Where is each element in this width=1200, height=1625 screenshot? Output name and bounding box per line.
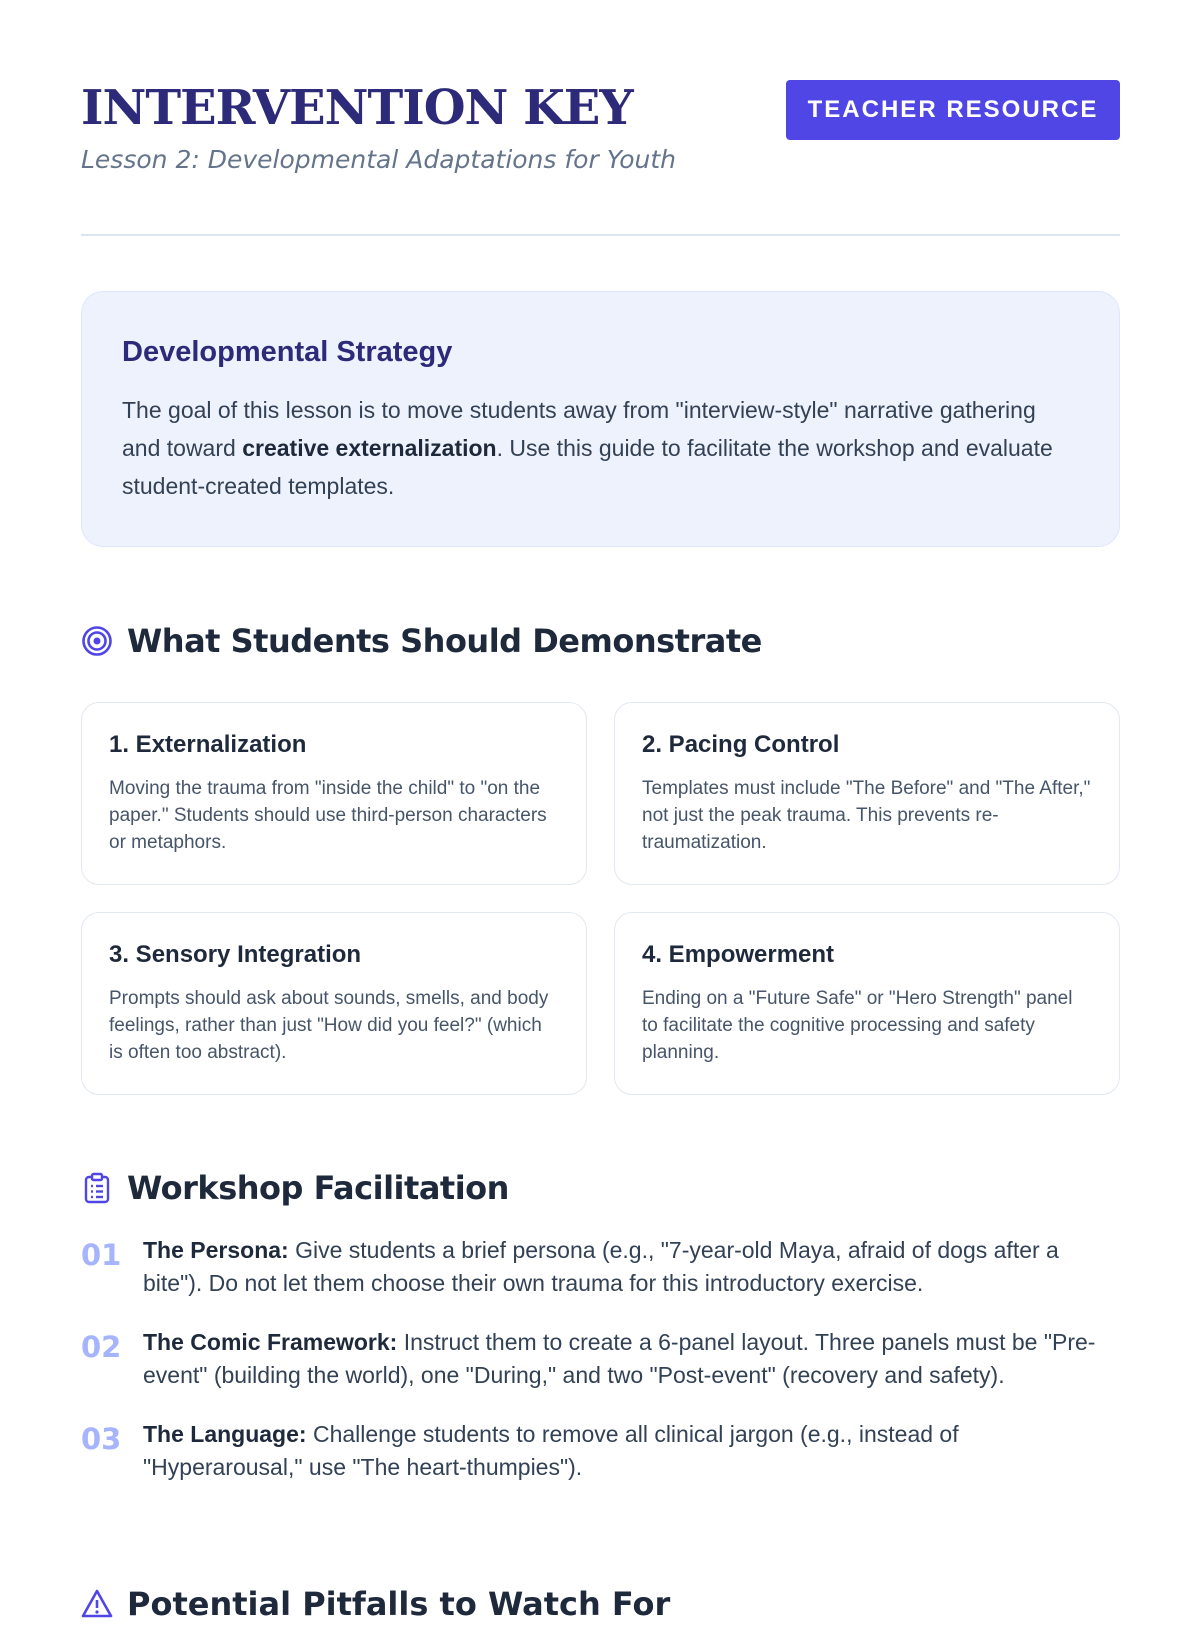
strategy-text: The goal of this lesson is to move students away from "interview-style" narrative gathering and toward creative externalization. Use this guide to facilitate the workshop and evaluate student-created templates. bbox=[122, 397, 1053, 499]
criteria-card-body: Ending on a "Future Safe" or "Hero Strength" panel to facilitate the cognitive processing and safety planning. bbox=[642, 988, 1073, 1063]
step-text: The Language: Challenge students to remove all clinical jargon (e.g., instead of "Hyperarousal," use "The heart-thumpies"). bbox=[143, 1421, 959, 1480]
criteria-card-title: 1. Externalization bbox=[109, 731, 307, 758]
criteria-card-title: 2. Pacing Control bbox=[642, 731, 840, 758]
criteria-card-title: 4. Empowerment bbox=[642, 941, 835, 968]
pitfalls-heading: Potential Pitfalls to Watch For bbox=[127, 1585, 671, 1623]
list-item bbox=[81, 1234, 1120, 1300]
step-number: 02 bbox=[81, 1330, 122, 1364]
step-number: 03 bbox=[81, 1422, 122, 1456]
workshop-heading: Workshop Facilitation bbox=[127, 1169, 509, 1207]
demonstrate-section-heading bbox=[81, 622, 762, 660]
strategy-emphasis: creative externalization bbox=[242, 435, 497, 461]
list-item bbox=[81, 1418, 1120, 1484]
demonstrate-heading: What Students Should Demonstrate bbox=[127, 622, 762, 660]
header bbox=[81, 0, 1120, 236]
clipboard-icon bbox=[81, 1172, 113, 1204]
criteria-card-body: Moving the trauma from "inside the child" to "on the paper." Students should use third-person characters or metaphors. bbox=[109, 778, 547, 853]
page-subtitle: Lesson 2: Developmental Adaptations for Youth bbox=[81, 145, 677, 174]
document-page bbox=[81, 0, 1120, 1623]
criteria-card bbox=[614, 702, 1120, 885]
target-icon bbox=[81, 625, 113, 657]
criteria-card bbox=[614, 912, 1120, 1095]
step-text: The Persona: Give students a brief persona (e.g., "7-year-old Maya, afraid of dogs after a bite"). Do not let them choose their own trauma for this introductory exercise. bbox=[143, 1237, 1059, 1296]
strategy-heading: Developmental Strategy bbox=[122, 336, 453, 368]
pitfalls-section-heading bbox=[81, 1585, 670, 1623]
strategy-panel bbox=[81, 291, 1120, 547]
workshop-steps bbox=[81, 1234, 1120, 1510]
page-title: INTERVENTION KEY bbox=[81, 80, 633, 136]
criteria-card-title: 3. Sensory Integration bbox=[109, 941, 362, 968]
workshop-section-heading bbox=[81, 1169, 509, 1207]
teacher-resource-badge: TEACHER RESOURCE bbox=[786, 80, 1120, 140]
list-item bbox=[81, 1326, 1120, 1392]
warning-icon bbox=[81, 1588, 113, 1620]
criteria-card bbox=[81, 912, 587, 1095]
criteria-card-body: Prompts should ask about sounds, smells, and body feelings, rather than just "How did you feel?" (which is often too abstract). bbox=[109, 988, 549, 1063]
step-text: The Comic Framework: Instruct them to create a 6-panel layout. Three panels must be "Pre-event" (building the world), one "During," and two "Post-event" (recovery and safety). bbox=[143, 1329, 1096, 1388]
step-number: 01 bbox=[81, 1238, 122, 1272]
criteria-card bbox=[81, 702, 587, 885]
criteria-card-body: Templates must include "The Before" and "The After," not just the peak trauma. This prevents re-traumatization. bbox=[642, 778, 1091, 853]
